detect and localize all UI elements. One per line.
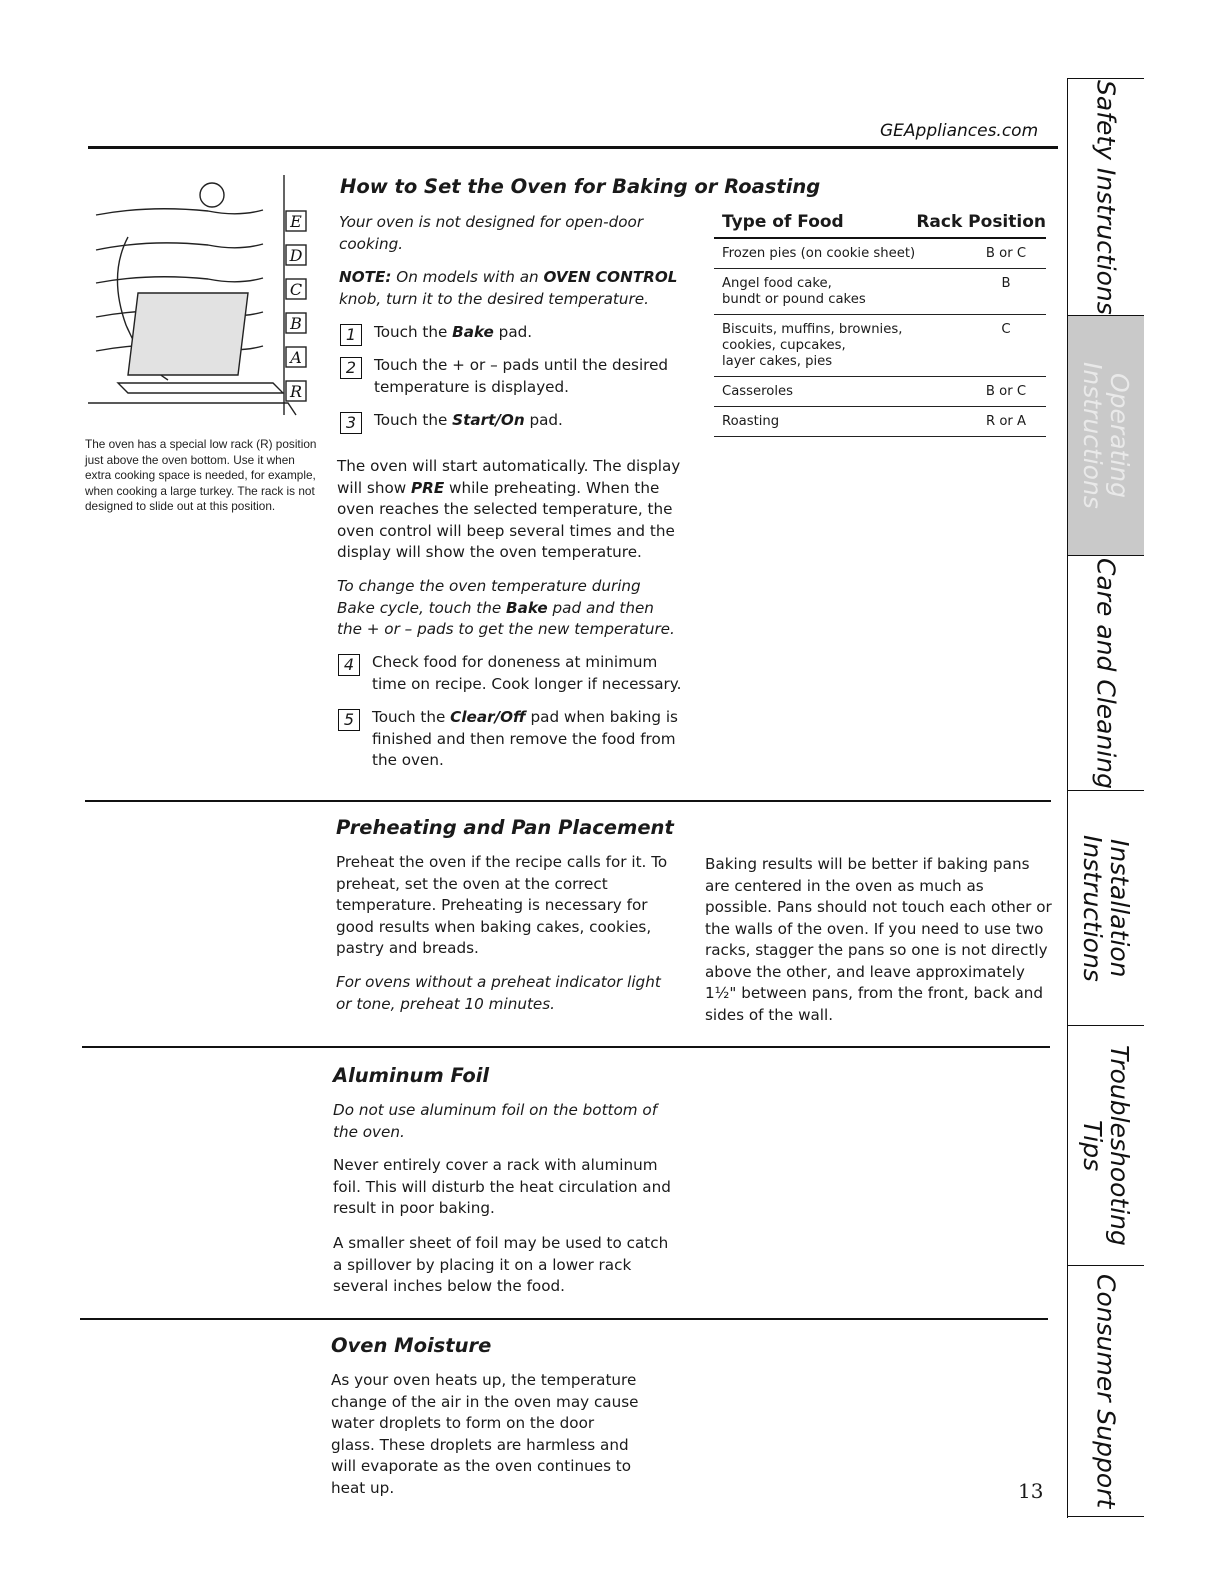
tab-troubleshooting-tips[interactable]: Troubleshooting Tips	[1068, 1025, 1144, 1265]
pan-placement-paragraph: Baking results will be better if baking pans are centered in the oven as much as possible. Pans should not touch each other or the walls of the oven. If you need to use two racks, stagger the pans so one is not directly above the other, and leave approximately 1½" between pans, from the front, back and sides of the wall.	[705, 855, 1052, 1024]
step-4	[338, 652, 688, 695]
foil-paragraph-2: Never entirely cover a rack with aluminum foil. This will disturb the heat circulation and result in poor baking.	[333, 1156, 671, 1217]
bake-change-temp: To change the oven temperature during Bake cycle, touch the Bake pad and then the + or – pads to get the new temperature.	[337, 577, 675, 638]
step-5	[338, 707, 688, 772]
note-text-c: knob, turn it to the desired temperature.	[339, 289, 649, 308]
food-cell: Biscuits, muffins, brownies, cookies, cupcakes, layer cakes, pies	[722, 322, 903, 369]
tab-safety-instructions[interactable]: Safety Instructions	[1068, 78, 1144, 315]
step-text: Touch the + or – pads until the desired temperature is displayed.	[374, 356, 669, 396]
table-row	[714, 269, 1046, 315]
food-cell: Angel food cake, bundt or pound cakes	[722, 276, 866, 307]
header-rule	[88, 146, 1058, 149]
rack-label-b: B	[290, 314, 302, 333]
table-header	[714, 212, 1046, 239]
rack-label-e: E	[290, 212, 302, 231]
table-row	[714, 377, 1046, 407]
step-2	[340, 355, 680, 398]
step-number: 3	[340, 412, 362, 434]
step-number: 4	[338, 654, 360, 676]
rack-cell: R or A	[985, 414, 1027, 429]
rack-label-r: R	[289, 382, 303, 401]
bake-note	[339, 267, 679, 310]
section-divider	[82, 1046, 1050, 1048]
rack-label-a: A	[290, 348, 302, 367]
rack-position-table	[714, 212, 1046, 437]
step-text: Touch the Start/On pad.	[374, 411, 563, 429]
rack-label-c: C	[289, 280, 303, 299]
step-number: 1	[340, 324, 362, 346]
section-tabs	[1067, 78, 1145, 1518]
table-row	[714, 407, 1046, 437]
note-text-a: On models with an	[391, 268, 544, 286]
step-number: 2	[340, 357, 362, 379]
tab-care-and-cleaning[interactable]: Care and Cleaning	[1068, 555, 1144, 790]
foil-paragraph-1: Do not use aluminum foil on the bottom of the oven.	[333, 1101, 658, 1141]
tab-consumer-support[interactable]: Consumer Support	[1068, 1265, 1144, 1517]
food-cell: Roasting	[722, 414, 780, 429]
bake-auto-start: The oven will start automatically. The display will show PRE while preheating. When the oven reaches the selected temperature, the oven control will beep several times and the display will show the oven temperature.	[337, 457, 681, 561]
section-divider	[85, 800, 1051, 802]
rack-cell: B	[1001, 276, 1011, 291]
site-url[interactable]: GEAppliances.com	[880, 121, 1039, 141]
tab-installation-instructions[interactable]: Installation Instructions	[1068, 790, 1144, 1025]
moisture-section-title: Oven Moisture	[331, 1334, 492, 1357]
note-prefix: NOTE:	[339, 268, 392, 286]
table-row	[714, 239, 1046, 269]
bake-section-title: How to Set the Oven for Baking or Roasting	[340, 175, 821, 198]
oven-rack-illustration	[88, 175, 308, 430]
rack-cell: C	[1001, 322, 1011, 337]
tab-operating-instructions[interactable]: Operating Instructions	[1068, 315, 1144, 555]
foil-section-title: Aluminum Foil	[333, 1064, 490, 1087]
page-number: 13	[1018, 1479, 1044, 1503]
rack-cell: B or C	[985, 384, 1027, 399]
moisture-paragraph: As your oven heats up, the temperature change of the air in the oven may cause water droplets to form on the door glass. These droplets are harmless and will evaporate as the oven continues to heat up.	[331, 1371, 639, 1497]
foil-paragraph-3: A smaller sheet of foil may be used to catch a spillover by placing it on a lower rack several inches below the food.	[333, 1234, 669, 1295]
preheat-paragraph-2: For ovens without a preheat indicator light or tone, preheat 10 minutes.	[336, 973, 661, 1013]
bake-intro: Your oven is not designed for open-door cooking.	[339, 213, 644, 253]
step-number: 5	[338, 709, 360, 731]
food-cell: Casseroles	[722, 384, 793, 399]
step-text: Touch the Clear/Off pad when baking is finished and then remove the food from the oven.	[372, 708, 678, 769]
section-divider	[80, 1318, 1048, 1320]
col-type-of-food: Type of Food	[722, 212, 844, 232]
rack-cell: B or C	[985, 246, 1027, 261]
step-text: Check food for doneness at minimum time on recipe. Cook longer if necessary.	[372, 653, 682, 693]
preheat-paragraph-1: Preheat the oven if the recipe calls for it. To preheat, set the oven at the correct temperature. Preheating is necessary for good results when baking cakes, cookies, pastry and breads.	[336, 853, 668, 957]
figure-caption: The oven has a special low rack (R) position just above the oven bottom. Use it when extra cooking space is needed, for example, when cooking a large turkey. The rack is not designed to slide out at this position.	[85, 437, 317, 513]
table-row	[714, 315, 1046, 377]
step-text: Touch the Bake pad.	[374, 323, 533, 341]
step-1	[340, 322, 680, 346]
preheat-section-title: Preheating and Pan Placement	[336, 816, 674, 839]
rack-label-d: D	[289, 246, 303, 265]
col-rack-position: Rack Position	[916, 212, 1046, 232]
note-oven-control: OVEN CONTROL	[543, 268, 678, 286]
step-3	[340, 410, 680, 434]
food-cell: Frozen pies (on cookie sheet)	[722, 246, 916, 261]
